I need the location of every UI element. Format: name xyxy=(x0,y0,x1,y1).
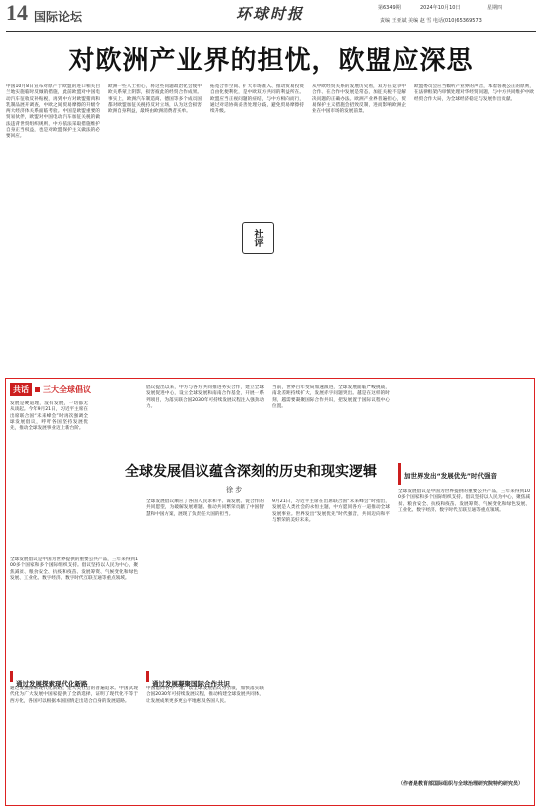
kicker-text: 三大全球倡议 xyxy=(43,385,91,394)
top-headline: 对欧洲产业界的担忧，欧盟应深思 xyxy=(68,46,474,76)
bottom-col-5: 全球发展倡议顺应了各国人民求和平、谋发展、促合作的共同愿望，为破解发展难题、推动共同繁荣贡献了中国智慧和中国方案，展现了负责任大国的担当。 xyxy=(146,499,264,517)
bottom-col-3: 倡议提出以来，中方与各方共同推进务实合作，建立全球发展促进中心，设立全球发展和南南合作基金，开展一系列项目，为落实联合国2030年可持续发展议程注入强劲动力。 xyxy=(146,385,264,409)
issue-number: 第6349期 xyxy=(378,5,401,11)
page-number: 14 xyxy=(6,0,28,25)
paper-name-logo: 环球时报 xyxy=(236,5,305,23)
byline-note: （作者是教育部国际组织与全球治理研究院特约研究员） xyxy=(398,781,524,787)
top-col-1: 中国10月8日宣布对原产于欧盟的进口相关白兰地实施临时反倾销措施，此前欧盟对中国电动汽车征收反补贴税，再到中方对欧盟猪肉和乳制品展开调查，中欧之间贸易摩擦的升级令两大经济体关系面临考验。中国是欧盟重要的贸易伙伴，欧盟对中国电动汽车加征关税的做法违背世贸组织规则，中方依法采取措施维护自身正当权益，也是对欧盟保护主义做法的必要回应。 xyxy=(6,84,100,139)
subhead-3-text: 加世界发出“发展优先”时代强音 xyxy=(404,472,498,480)
kicker-badge: 共话 xyxy=(10,383,32,396)
kicker xyxy=(10,383,91,396)
top-article-body xyxy=(6,84,536,380)
kicker-separator-icon xyxy=(35,387,40,392)
bottom-col-8: 全球发展倡议是中国为世界提供的重要公共产品，三年来得到100多个国家和多个国际组织支持。倡议坚持以人民为中心，聚焦减贫、粮食安全、抗疫和疫苗、发展筹资、气候变化和绿色发展、工业化、数字经济、数字时代互联互通等重点领域。 xyxy=(398,489,530,513)
issue-date: 2024年10月10日 xyxy=(420,5,461,11)
staff-line: 责编 王亚斌 美编 赵 雪 电话(010)65369573 xyxy=(380,18,482,24)
top-col-5: 欧盟委员会应当倾听产业界的声音，本着客观公正的原则，在法律框架内审慎处理对华经贸问题，与中方共同维护中欧经贸合作大局，为全球经济稳定与发展作出贡献。 xyxy=(414,84,534,102)
bottom-col-2: 通过发展探索现代化新路，是人类社会的普遍追求。中国式现代化为广大发展中国家提供了全新选择，证明了现代化不等于西方化，各国可以根据本国国情走出适合自身的发展道路。 xyxy=(10,686,138,704)
subhead-3 xyxy=(398,463,530,485)
top-col-3: 拓宽合作空间、扩大市场准入、推动贸易投资自由化便利化，是中欧双方共同的利益所在。欧盟应当正视问题的症结，与中方相向而行，通过对话协商妥善处理分歧，避免贸易摩擦持续升级。 xyxy=(210,84,304,114)
subhead-2-text: 通过发展凝聚国际合作共识 xyxy=(152,680,230,688)
bottom-article-frame xyxy=(5,378,535,806)
subhead-1 xyxy=(10,671,138,688)
issue-weekday: 星期四 xyxy=(487,5,503,11)
section-title: 国际论坛 xyxy=(34,10,83,24)
top-col-4: 从中欧经贸关系的发展历史看，双方在竞争中合作、在合作中发展是常态，加征关税不是解决问题的正确办法。欧洲产业界普遍担心，贸易保护主义措施会招致反制，进而影响欧洲企业在中国市场的发展前景。 xyxy=(312,84,406,114)
author: 徐 步 xyxy=(226,486,243,494)
header-rule xyxy=(6,31,536,32)
subhead-2 xyxy=(146,671,264,688)
bottom-col-4: 当前，世界百年变局加速演进，全球发展面临严峻挑战，南北差距持续扩大，发展赤字问题突出。越是在这样的时刻，越需要凝聚国际合作共识，把发展置于国际议程中心位置。 xyxy=(272,385,390,409)
bottom-headline: 全球发展倡议蕴含深刻的历史和现实逻辑 xyxy=(125,464,377,480)
bottom-col-1: 全球发展倡议是中国为世界提供的重要公共产品，三年来得到100多个国家和多个国际组织支持。倡议坚持以人民为中心，聚焦减贫、粮食安全、抗疫和疫苗、发展筹资、气候变化和绿色发展、工业化、数字经济、数字时代互联互通等重点领域。 xyxy=(10,557,138,581)
bottom-col-6: 中国愿同各方一道，以全球发展倡议为引领，加快落实联合国2030年可持续发展议程，推动构建全球发展共同体，让发展成果更多更公平地惠及各国人民。 xyxy=(146,686,264,704)
bottom-intro: 发展是硬道理，没有发展，一切都无从谈起。今年9月21日，习近平主席在出席联合国“未来峰会”时再次强调全球发展倡议，呼吁各国坚持发展优先，推动全球发展事业迈上新台阶。 xyxy=(10,401,88,431)
subhead-1-text: 通过发展探索现代化新路 xyxy=(16,680,88,688)
editorial-label: 社评 xyxy=(252,229,263,247)
bottom-col-7: 9月21日，习近平主席在出席联合国“未来峰会”时指出，发展是人类社会的永恒主题，中方愿同各方一道推动全球发展事业。世界发出“发展优先”时代强音，共同迈向和平与繁荣的美好未来。 xyxy=(272,499,390,523)
top-col-2: 欧洲一些人士担心，将这些问题政治化会使中欧关系蒙上阴影，损害彼此的经贸合作成果。事实上，欧洲汽车制造商、德国等多个成员国都对欧盟加征关税持反对立场，认为这会损害欧洲自身利益，最终由欧洲消费者买单。 xyxy=(108,84,202,114)
editorial-seal xyxy=(242,222,274,254)
